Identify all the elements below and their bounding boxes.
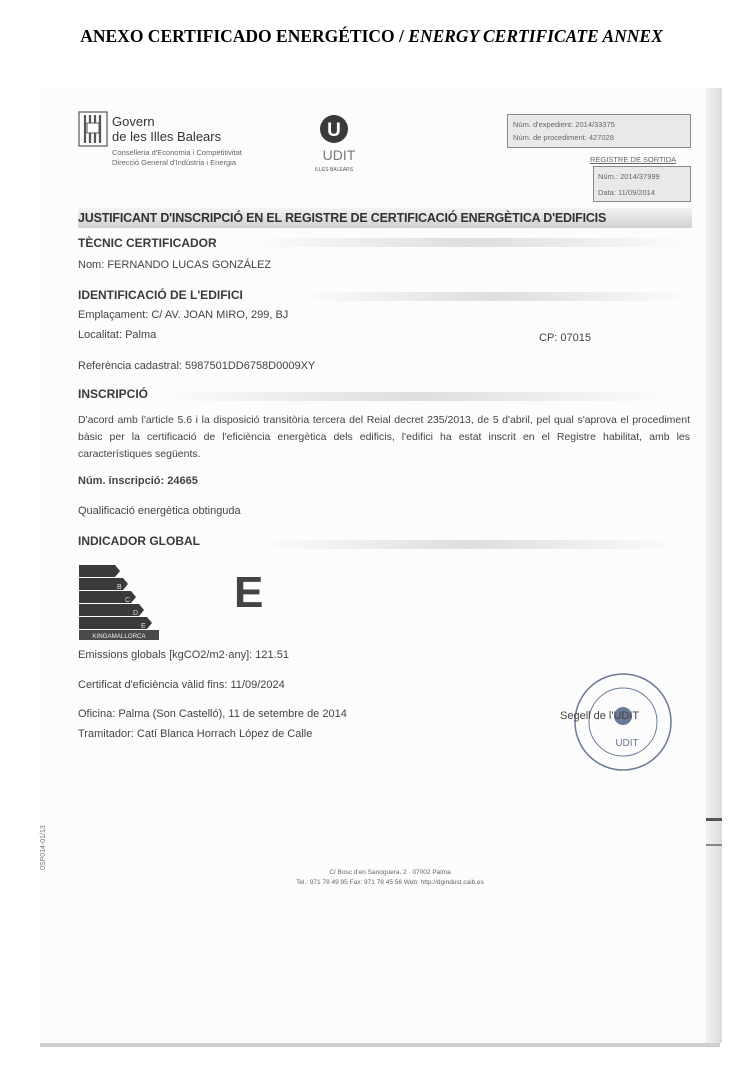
govern-name	[112, 114, 221, 144]
inscripcio-heading: INSCRIPCIÓ	[78, 387, 149, 401]
stamp-center: UDIT	[615, 738, 639, 749]
registre-line2: Data: 11/09/2014	[598, 188, 655, 197]
validesa: Certificat d'eficiència vàlid fins: 11/09/2024	[78, 679, 285, 691]
indicador-heading: INDICADOR GLOBAL	[78, 534, 200, 548]
inscripcio-num: Núm. inscripció: 24665	[78, 475, 198, 487]
oficina: Oficina: Palma (Son Castelló), 11 de setembre de 2014	[78, 708, 347, 720]
govern-name-line2: de les Illes Balears	[112, 129, 222, 144]
scan-edge-bottom	[40, 1043, 720, 1047]
document-title: JUSTIFICANT D'INSCRIPCIÓ EN EL REGISTRE DE CERTIFICACIÓ ENERGÈTICA D'EDIFICIS	[78, 208, 692, 228]
document-footer	[240, 868, 540, 888]
expedient-box	[507, 114, 691, 148]
registre-label: REGISTRE DE SORTIDA	[590, 155, 677, 164]
stamp-seal-icon	[553, 670, 679, 776]
scan-smear	[300, 292, 690, 301]
footer-line2: Tel.: 971 78 49 95 Fax: 971 78 45 56 Web: http://dgindust.caib.es	[296, 879, 484, 886]
page-title-plain: ANEXO CERTIFICADO ENERGÉTICO /	[80, 26, 409, 46]
emissions: Emissions globals [kgCO2/m2·any]: 121.51	[78, 649, 289, 661]
page-title-italic: ENERGY CERTIFICATE ANNEX	[408, 26, 663, 46]
udit-logo-icon	[303, 113, 365, 175]
inscripcio-paragraph: D'acord amb l'article 5.6 i la disposició transitòria tercera del Reial decret 235/2013, de 5 d'abril, pel qual s'aprova el procediment bàsic per la certificació de l'eficiència energètica dels edificis, l'edifici ha estat inscrit en el Registre habilitat, amb les característiques següents.	[78, 414, 690, 460]
udit-brand: UDIT	[322, 147, 356, 163]
scale-letter-d: D	[133, 610, 139, 617]
inscripcio-qualificacio: Qualificació energètica obtinguda	[78, 505, 241, 517]
tecnic-nom: Nom: FERNANDO LUCAS GONZÁLEZ	[78, 259, 272, 271]
expedient-line1: Núm. d'expedient: 2014/33375	[513, 120, 615, 129]
govern-dept-line1: Conselleria d'Economia i Competitivitat	[112, 148, 242, 157]
scan-smear	[250, 238, 690, 247]
registre-line1: Núm.: 2014/37999	[598, 172, 660, 181]
footer-line1: C/ Bosc d'en Sanoguera, 2 · 07002 Palma	[329, 869, 451, 876]
energy-rating: E	[234, 568, 264, 617]
page-title	[0, 26, 743, 47]
scan-edge-mark	[706, 818, 722, 821]
tramitador: Tramitador: Catí Blanca Horrach López de Calle	[78, 728, 313, 740]
govern-dept-line2: Direcció General d'Indústria i Energia	[112, 158, 236, 167]
tecnic-heading: TÈCNIC CERTIFICADOR	[78, 236, 217, 250]
energy-scale-graphic	[77, 563, 165, 641]
scan-smear	[260, 540, 680, 549]
scale-letter-c: C	[125, 597, 131, 604]
edifici-emplacament: Emplaçament: C/ AV. JOAN MIRO, 299, BJ	[78, 309, 289, 321]
scan-edge-mark	[706, 844, 722, 846]
registre-box	[593, 166, 691, 202]
edifici-heading: IDENTIFICACIÓ DE L'EDIFICI	[78, 288, 243, 302]
scan-smear	[160, 392, 670, 401]
expedient-line2: Núm. de procediment: 427028	[513, 133, 614, 142]
scale-letter-b: B	[117, 584, 122, 591]
energy-scale-bars	[79, 565, 152, 629]
edifici-referencia: Referència cadastral: 5987501DD6758D0009XY	[78, 360, 316, 372]
govern-department	[112, 148, 242, 168]
stamp-label: Segell de l'UDIT	[560, 710, 640, 722]
edifici-cp: CP: 07015	[539, 332, 591, 344]
scan-edge-right	[706, 88, 722, 1043]
udit-caption: ILLES BALEARS	[314, 167, 354, 173]
svg-text:U: U	[327, 120, 341, 141]
edifici-localitat: Localitat: Palma	[78, 329, 157, 341]
scale-letter-e: E	[141, 623, 146, 630]
scale-caption: KINGAMALLORCA	[92, 633, 146, 640]
govern-name-line1: Govern	[112, 114, 155, 129]
govern-logo-icon	[78, 111, 108, 147]
side-code: 0SP014-01/13	[40, 825, 47, 870]
